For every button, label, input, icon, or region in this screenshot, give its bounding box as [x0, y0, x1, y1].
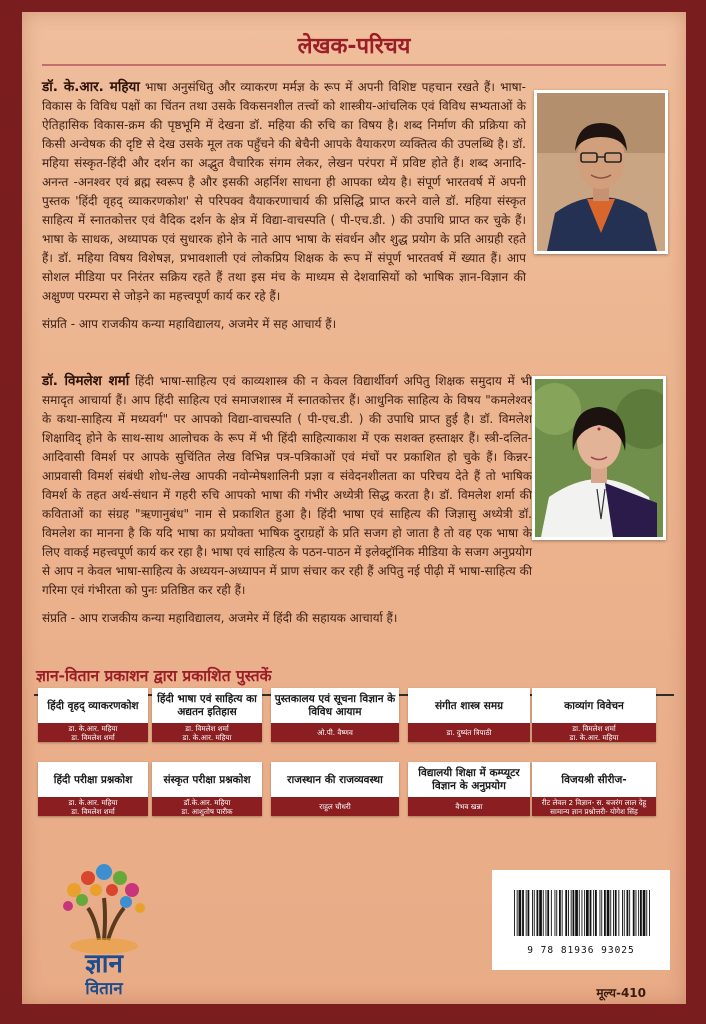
- book-author: डा. के.आर. महिया: [68, 723, 118, 733]
- book-title: राजस्थान की राजव्यवस्था: [287, 773, 383, 786]
- book-title: हिंदी भाषा एवं साहित्य का अद्यतन इतिहास: [157, 693, 257, 718]
- author2-photo: [532, 376, 666, 540]
- book-author: डा. दुष्यंत त्रिपाठी: [446, 728, 492, 737]
- book-card: [152, 762, 262, 816]
- book-title: संगीत शास्त्र समग्र: [434, 699, 504, 712]
- book-author: डा. के.आर. महिया: [569, 732, 619, 742]
- author2-body: आप हिंदी साहित्य एवं समाजशास्त्र में स्नातकोत्तर हैं। आधुनिक साहित्य के विषय "कमलेश्वर के कथा-साहित्य में मध्यवर्ग" पर आपको विद्या-वाचस्पति ( पी-एच.डी. ) की उपाधि प्राप्त हुई है। डॉ. विमलेश शिक्षाविद् होने के साथ-साथ आलोचक के रूप में भी हिंदी साहित्याकाश में एक सशक्त हस्ताक्षर हैं। स्त्री-दलित-आदिवासी विमर्श पर आपके सुचिंतित लेख विभिन्न पत्र-पत्रिकाओं एवं मंचों पर प्रकाशित हो चुके हैं। किन्नर-आप्रवासी विमर्श संबंधी शोध-लेख आपकी नवोन्मेषशालिनी प्रज्ञा व संवेदनशीलता का परिचय देते हैं तो भाषिक विमर्श के तहत अर्थ-संधान में गहरी रुचि आपको भाषा की गंभीर अध्येत्री सिद्ध करता है। डॉ. विमलेश शर्मा की कविताओं का संग्रह "ऋणानुबंध" नाम से प्रकाशित हुआ है। हिंदी भाषा एवं साहित्य की जिज्ञासु अध्येत्री डॉ. विमलेश का मानना है कि यदि भाषा का प्रयोक्ता भाषिक दुराग्रहों के प्रति सजग हो जाता है तो वह एक भाषा के लिए वाकई महत्त्वपूर्ण कार्य कर रहा है। भाषा एवं साहित्य के पठन-पाठन में इलेक्ट्रॉनिक मीडिया के सजग अनुप्रयोग से आप न केवल भाषा-साहित्य के अध्ययन-अध्यापन में प्राण संचार कर रही हैं अपितु नई पीढ़ी में भाषा-साहित्य की गरिमा एवं गंभीरता को पुनः प्रतिष्ठित कर रही हैं।: [42, 393, 532, 597]
- price-label: मूल्य-410: [596, 986, 646, 1000]
- title-divider: [42, 64, 666, 66]
- books-heading: ज्ञान-वितान प्रकाशन द्वारा प्रकाशित पुस्तकें: [36, 667, 272, 685]
- author2-current: संप्रति - आप राजकीय कन्या महाविद्यालय, अजमेर में हिंदी की सहायक आचार्या हैं।: [42, 611, 398, 625]
- barcode-icon: [512, 890, 652, 936]
- book-card: [38, 762, 148, 816]
- book-author: ओ.पी. वैष्णव: [317, 728, 353, 737]
- author1-bio: [42, 78, 526, 334]
- author2-bio: [42, 372, 532, 628]
- book-author: डा. आशुतोष पारीक: [181, 806, 233, 816]
- book-card: [152, 688, 262, 742]
- book-author: डा. विमलेश शर्मा: [71, 806, 115, 816]
- book-author: वैभव खन्ना: [455, 802, 483, 811]
- book-card: [271, 762, 399, 816]
- book-card: [532, 688, 656, 742]
- logo-line2: वितान: [85, 979, 123, 999]
- book-card: [408, 688, 530, 742]
- logo-line1: ज्ञान: [85, 949, 123, 979]
- back-cover: [22, 12, 686, 1004]
- book-author: रीट लेवल 2 विज्ञान- स. बजरंग लाल देहू: [541, 797, 647, 807]
- book-card: [271, 688, 399, 742]
- book-author: डॉ.के.आर. महिया: [183, 797, 231, 807]
- book-author: डा. विमलेश शर्मा: [71, 732, 115, 742]
- book-author: डा. विमलेश शर्मा: [185, 723, 229, 733]
- book-title: हिंदी वृहद् व्याकरणकोश: [47, 699, 139, 712]
- book-title: विद्यालयी शिक्षा में कम्प्यूटर विज्ञान के अनुप्रयोग: [418, 767, 520, 792]
- book-card: [38, 688, 148, 742]
- book-authors: [38, 797, 148, 816]
- book-author: राहुल चौधरी: [319, 802, 351, 811]
- book-authors: [532, 723, 656, 742]
- book-author: डा. के.आर. महिया: [182, 732, 232, 742]
- book-title: संस्कृत परीक्षा प्रश्नकोश: [163, 773, 251, 786]
- book-authors: [271, 723, 399, 742]
- book-authors: [271, 797, 399, 816]
- author1-body: भाषा-विकास के विविध पक्षों का चिंतन तथा उसके विकसनशील तत्त्वों को शास्त्रीय-आंचलिक एवं विविध सभ्यताओं के ऐतिहासिक विकास-क्रम की पृष्ठभूमि में देखना डॉ. महिया की रुचि का विषय है। शब्द निर्माण की प्रक्रिया को किसी अन्वेषक की दृष्टि से देख उसके मूल तक पहुँचने की बेचैनी आपके वैयाकरण व्यक्तित्व की उपलब्धि है। डॉ. महिया संस्कृत-हिंदी और दर्शन का अद्भुत वैचारिक संगम लेकर, लेखन परंपरा में प्रविष्ट होते हैं। शब्द अनादि-अनन्त -अनश्वर एवं ब्रह्म स्वरूप है और इसकी अहर्निश साधना ही आपका ध्येय है। संपूर्ण भारतवर्ष में अपनी पुस्तक 'हिंदी वृहद् व्याकरणकोश' से परिपक्व वैयाकरणाचार्य की प्रसिद्धि प्राप्त करने वाले डॉ. महिया संस्कृत साहित्य में स्नातकोत्तर एवं वैदिक दर्शन के क्षेत्र में विद्या-वाचस्पति ( पी-एच.डी. ) की उपाधि प्राप्त कर चुके हैं। भाषा के साधक, अध्यापक एवं सुधारक होने के नाते आप भाषा के संवर्धन और शुद्ध प्रयोग के प्रति आग्रही रहते हैं। डॉ. महिया विषय विशेषज्ञ, प्रभावशाली एवं लोकप्रिय शिक्षक के रूप में संपूर्ण भारतवर्ष में ख्यात हैं। आप सोशल मीडिया पर निरंतर सक्रिय रहते हैं तथा इस मंच के माध्यम से देशवासियों को भाषिक ज्ञान-विज्ञान की अक्षुण्ण परम्परा से जोड़ने का महत्त्वपूर्ण कार्य कर रहे हैं।: [42, 80, 526, 303]
- book-authors: [152, 797, 262, 816]
- book-authors: [152, 723, 262, 742]
- book-author: सामान्य ज्ञान प्रश्नोत्तरी- योगेश सिंह: [550, 806, 638, 816]
- book-authors: [408, 723, 530, 742]
- author2-name: डॉ. विमलेश शर्मा: [42, 373, 130, 389]
- book-author: डा. के.आर. महिया: [68, 797, 118, 807]
- book-authors: [408, 797, 530, 816]
- publisher-logo: [44, 850, 164, 1000]
- book-title: पुस्तकालय एवं सूचना विज्ञान के विविध आयाम: [274, 693, 396, 718]
- barcode-panel: [492, 870, 670, 970]
- author1-photo: [534, 90, 668, 254]
- book-authors: [38, 723, 148, 742]
- book-title: हिंदी परीक्षा प्रश्नकोश: [53, 773, 133, 786]
- page-title: लेखक-परिचय: [297, 34, 411, 59]
- isbn-number: 9 78 81936 93025: [527, 945, 635, 956]
- author2-intro: हिंदी भाषा-साहित्य एवं काव्यशास्त्र की न केवल विद्यार्थीवर्ग अपितु शिक्षक समुदाय में भी समादृत आचार्या हैं।: [42, 374, 532, 407]
- book-title: विजयश्री सीरीज-: [561, 773, 627, 786]
- author1-name: डॉ. के.आर. महिया: [42, 79, 140, 95]
- book-title: काव्यांग विवेचन: [564, 699, 624, 712]
- book-authors: [532, 797, 656, 816]
- author1-current: संप्रति - आप राजकीय कन्या महाविद्यालय, अजमेर में सह आचार्य हैं।: [42, 317, 337, 331]
- book-card: [408, 762, 530, 816]
- book-author: डा. विमलेश शर्मा: [572, 723, 616, 733]
- tree-logo-icon: [44, 850, 164, 1000]
- book-card: [532, 762, 656, 816]
- author1-intro: भाषा अनुसंधितु और व्याकरण मर्मज्ञ के रूप में अपनी विशिष्ट पहचान रखते हैं।: [145, 80, 495, 94]
